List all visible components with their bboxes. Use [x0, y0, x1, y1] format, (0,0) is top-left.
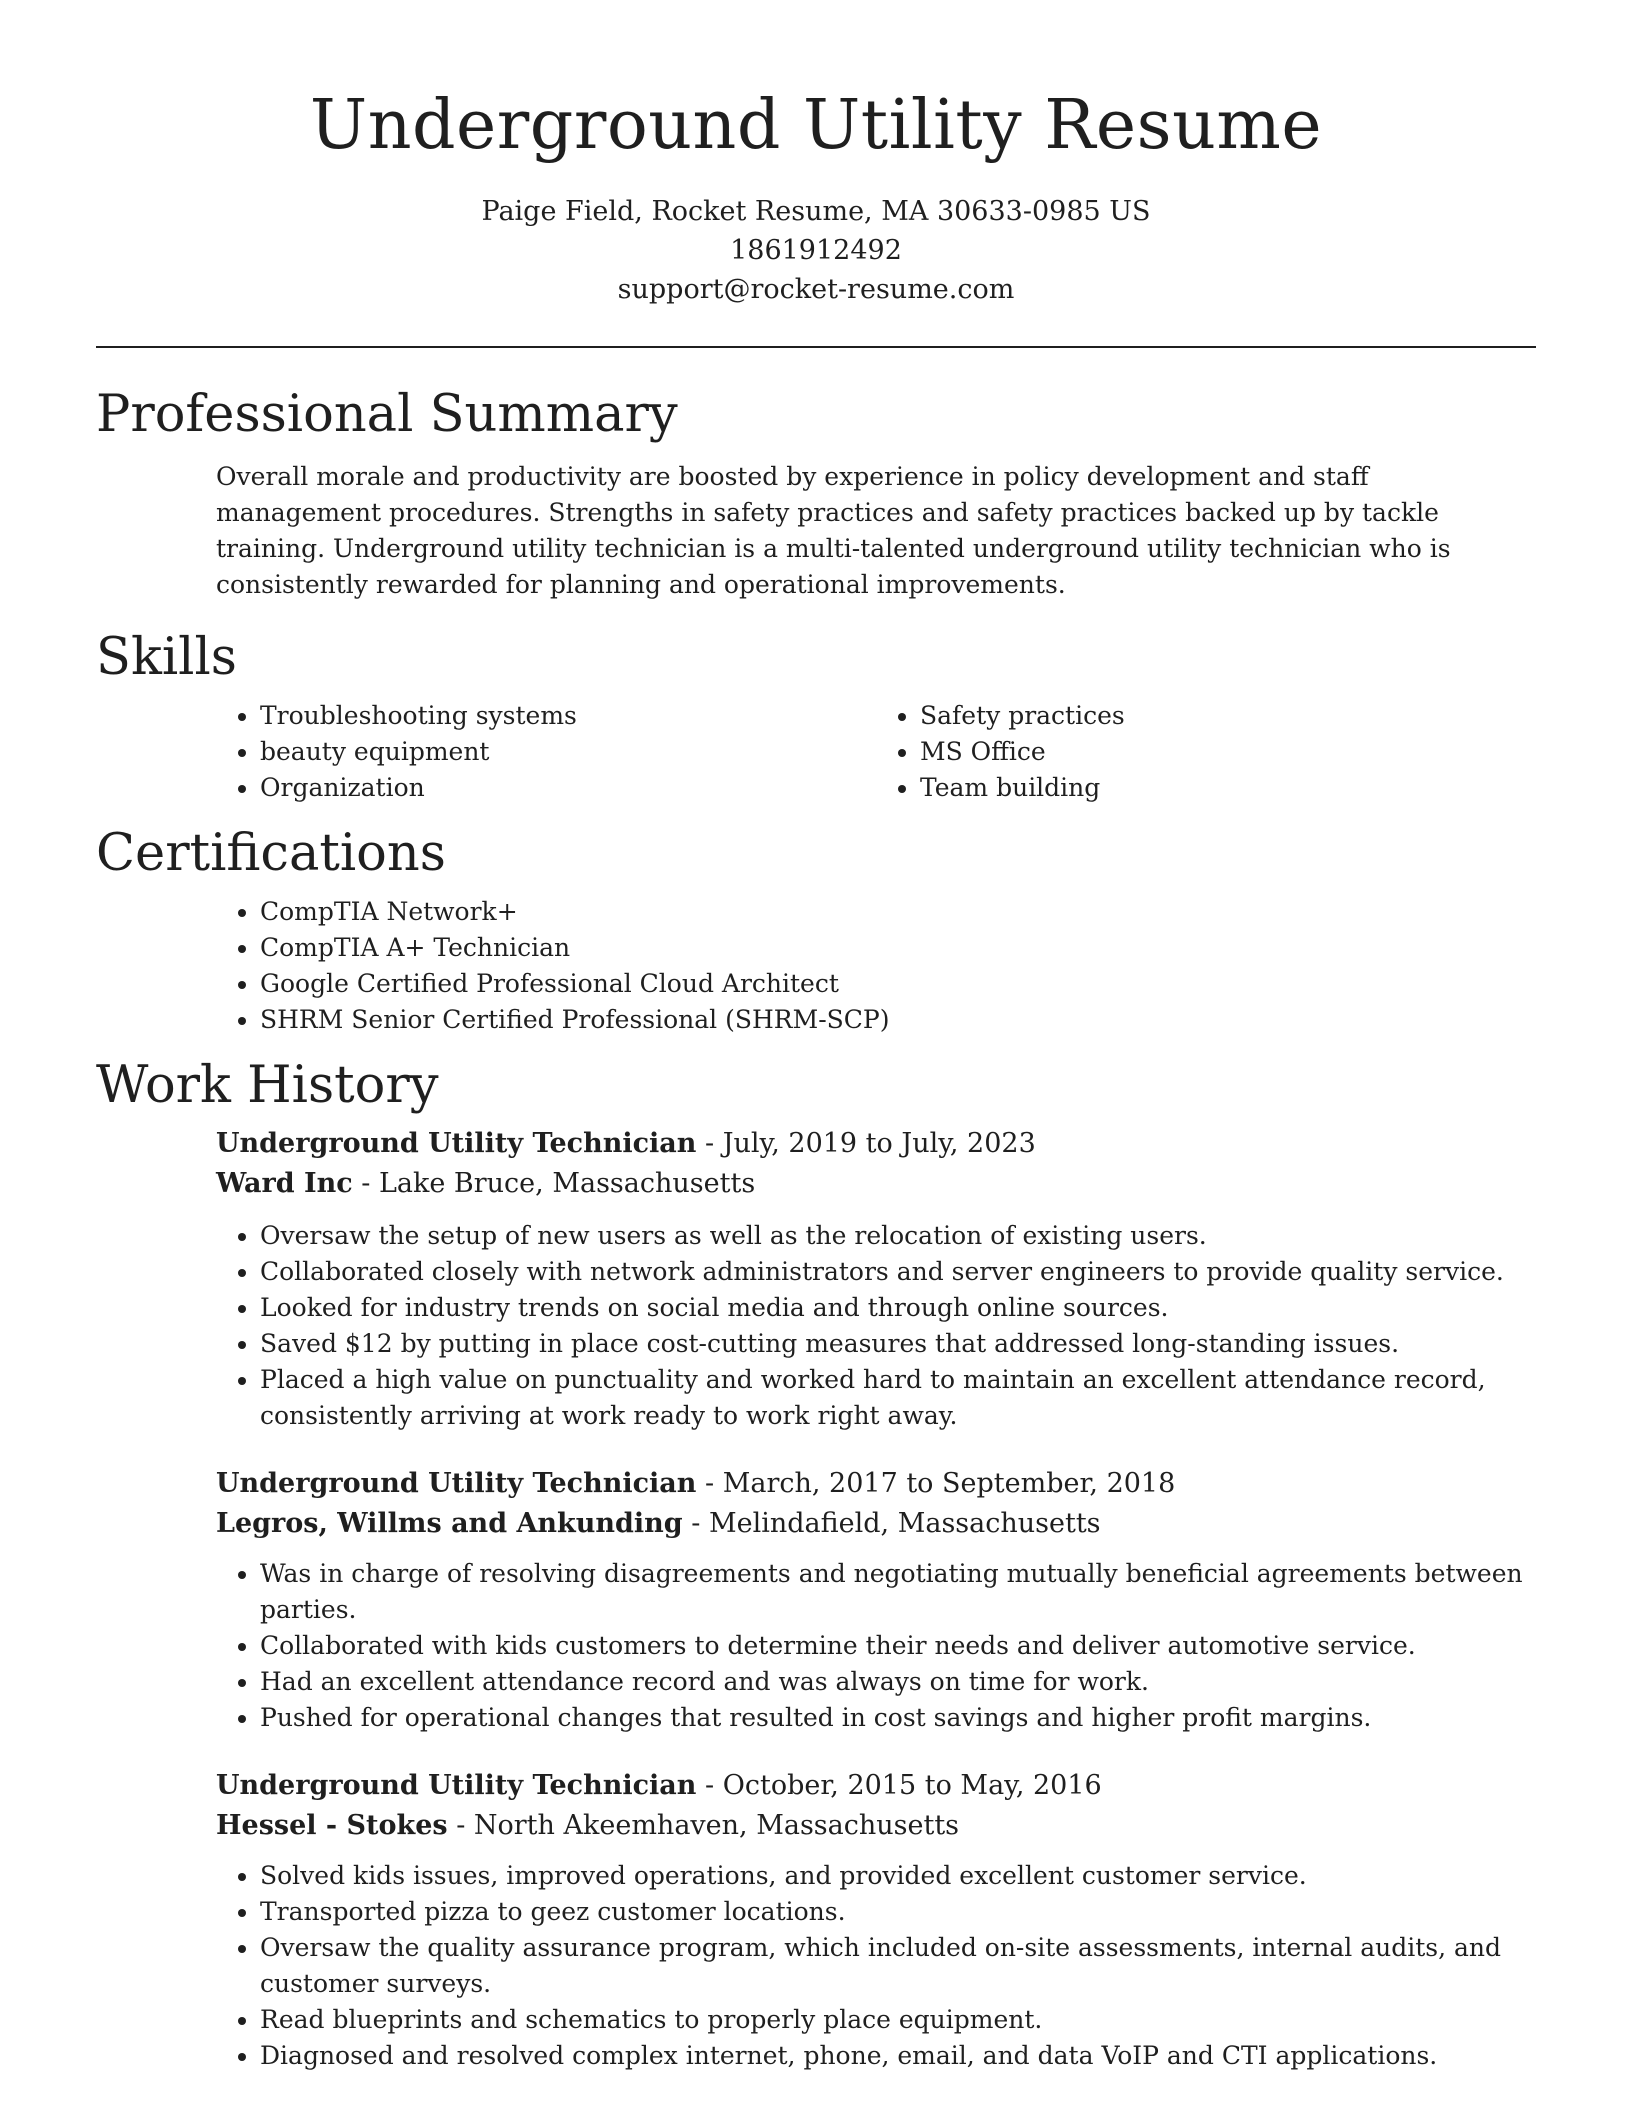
job-bullet: • Collaborated closely with network administrators and server engineers to provide quality service.	[260, 1254, 1536, 1290]
job-employer-line	[216, 1504, 1536, 1544]
skill-item: • MS Office	[920, 734, 1536, 770]
summary-text: Overall morale and productivity are boosted by experience in policy development and staff management procedures. Strengths in safety practices and safety practices backed up by tackle training. Underground utility technician is a multi-talented underground utility technician who is consistently rewarded for planning and operational improvements.	[216, 462, 1451, 599]
skill-item: • Troubleshooting systems	[260, 698, 876, 734]
certifications-heading: Certifications	[96, 824, 446, 883]
job-bullet: • Looked for industry trends on social media and through online sources.	[260, 1290, 1536, 1326]
job-bullet: • Collaborated with kids customers to determine their needs and deliver automotive service.	[260, 1628, 1536, 1664]
job-bullet: • Diagnosed and resolved complex internet, phone, email, and data VoIP and CTI applications.	[260, 2038, 1536, 2074]
certification-item: • SHRM Senior Certified Professional (SHRM-SCP)	[260, 1002, 1536, 1038]
job-location: - North Akeemhaven, Massachusetts	[447, 1810, 960, 1841]
job-dates: - July, 2019 to July, 2023	[696, 1128, 1036, 1159]
job-bullet: • Was in charge of resolving disagreements and negotiating mutually beneficial agreements between parties.	[260, 1556, 1536, 1628]
contact-block	[96, 192, 1536, 309]
job-bullet: • Placed a high value on punctuality and worked hard to maintain an excellent attendance record, consistently arriving at work ready to work right away.	[260, 1362, 1536, 1434]
skills-heading: Skills	[96, 628, 237, 687]
job-bullet: • Oversaw the setup of new users as well as the relocation of existing users.	[260, 1218, 1536, 1254]
skill-item: • Team building	[920, 770, 1536, 806]
resume-title: Underground Utility Resume	[309, 86, 1323, 165]
certification-item: • CompTIA Network+	[260, 894, 1536, 930]
job-entry	[216, 1124, 1536, 1434]
job-employer: Legros, Willms and Ankunding	[216, 1508, 683, 1539]
certification-item: • CompTIA A+ Technician	[260, 930, 1536, 966]
job-bullets	[216, 1218, 1536, 1434]
job-title: Underground Utility Technician	[216, 1770, 697, 1801]
summary-section	[216, 459, 1536, 603]
certifications-section	[216, 894, 1536, 1038]
skills-column-right	[876, 698, 1536, 806]
job-employer: Ward Inc	[216, 1168, 353, 1199]
job-title: Underground Utility Technician	[216, 1128, 697, 1159]
contact-address: Paige Field, Rocket Resume, MA 30633-0985 US	[481, 196, 1151, 227]
job-employer-line	[216, 1164, 1536, 1204]
job-dates: - October, 2015 to May, 2016	[696, 1770, 1102, 1801]
resume-page	[96, 0, 1536, 2074]
work-history-heading: Work History	[96, 1056, 439, 1115]
contact-phone: 1861912492	[730, 235, 902, 266]
job-bullet: • Had an excellent attendance record and was always on time for work.	[260, 1664, 1536, 1700]
skills-list	[216, 698, 1536, 806]
job-bullet: • Solved kids issues, improved operations, and provided excellent customer service.	[260, 1858, 1536, 1894]
summary-heading: Professional Summary	[96, 385, 678, 444]
job-bullets	[216, 1858, 1536, 2074]
skill-item: • Safety practices	[920, 698, 1536, 734]
job-title-line	[216, 1124, 1536, 1164]
contact-email: support@rocket-resume.com	[617, 274, 1015, 305]
job-bullet: • Transported pizza to geez customer locations.	[260, 1894, 1536, 1930]
job-title-line	[216, 1464, 1536, 1504]
job-location: - Melindafield, Massachusetts	[682, 1508, 1101, 1539]
job-bullet: • Oversaw the quality assurance program, which included on-site assessments, internal audits, and customer surveys.	[260, 1930, 1536, 2002]
job-bullet: • Pushed for operational changes that resulted in cost savings and higher profit margins.	[260, 1700, 1536, 1736]
job-dates: - March, 2017 to September, 2018	[696, 1468, 1176, 1499]
job-entry	[216, 1464, 1536, 1736]
job-bullets	[216, 1556, 1536, 1736]
job-title: Underground Utility Technician	[216, 1468, 697, 1499]
job-location: - Lake Bruce, Massachusetts	[352, 1168, 756, 1199]
skill-item: • beauty equipment	[260, 734, 876, 770]
job-employer: Hessel - Stokes	[216, 1810, 448, 1841]
job-title-line	[216, 1766, 1536, 1806]
certifications-list	[216, 894, 1536, 1038]
job-entry	[216, 1766, 1536, 2074]
job-bullet: • Saved $12 by putting in place cost-cutting measures that addressed long-standing issues.	[260, 1326, 1536, 1362]
skill-item: • Organization	[260, 770, 876, 806]
header-divider	[96, 346, 1536, 348]
job-employer-line	[216, 1806, 1536, 1846]
certification-item: • Google Certified Professional Cloud Architect	[260, 966, 1536, 1002]
job-bullet: • Read blueprints and schematics to properly place equipment.	[260, 2002, 1536, 2038]
skills-column-left	[216, 698, 876, 806]
